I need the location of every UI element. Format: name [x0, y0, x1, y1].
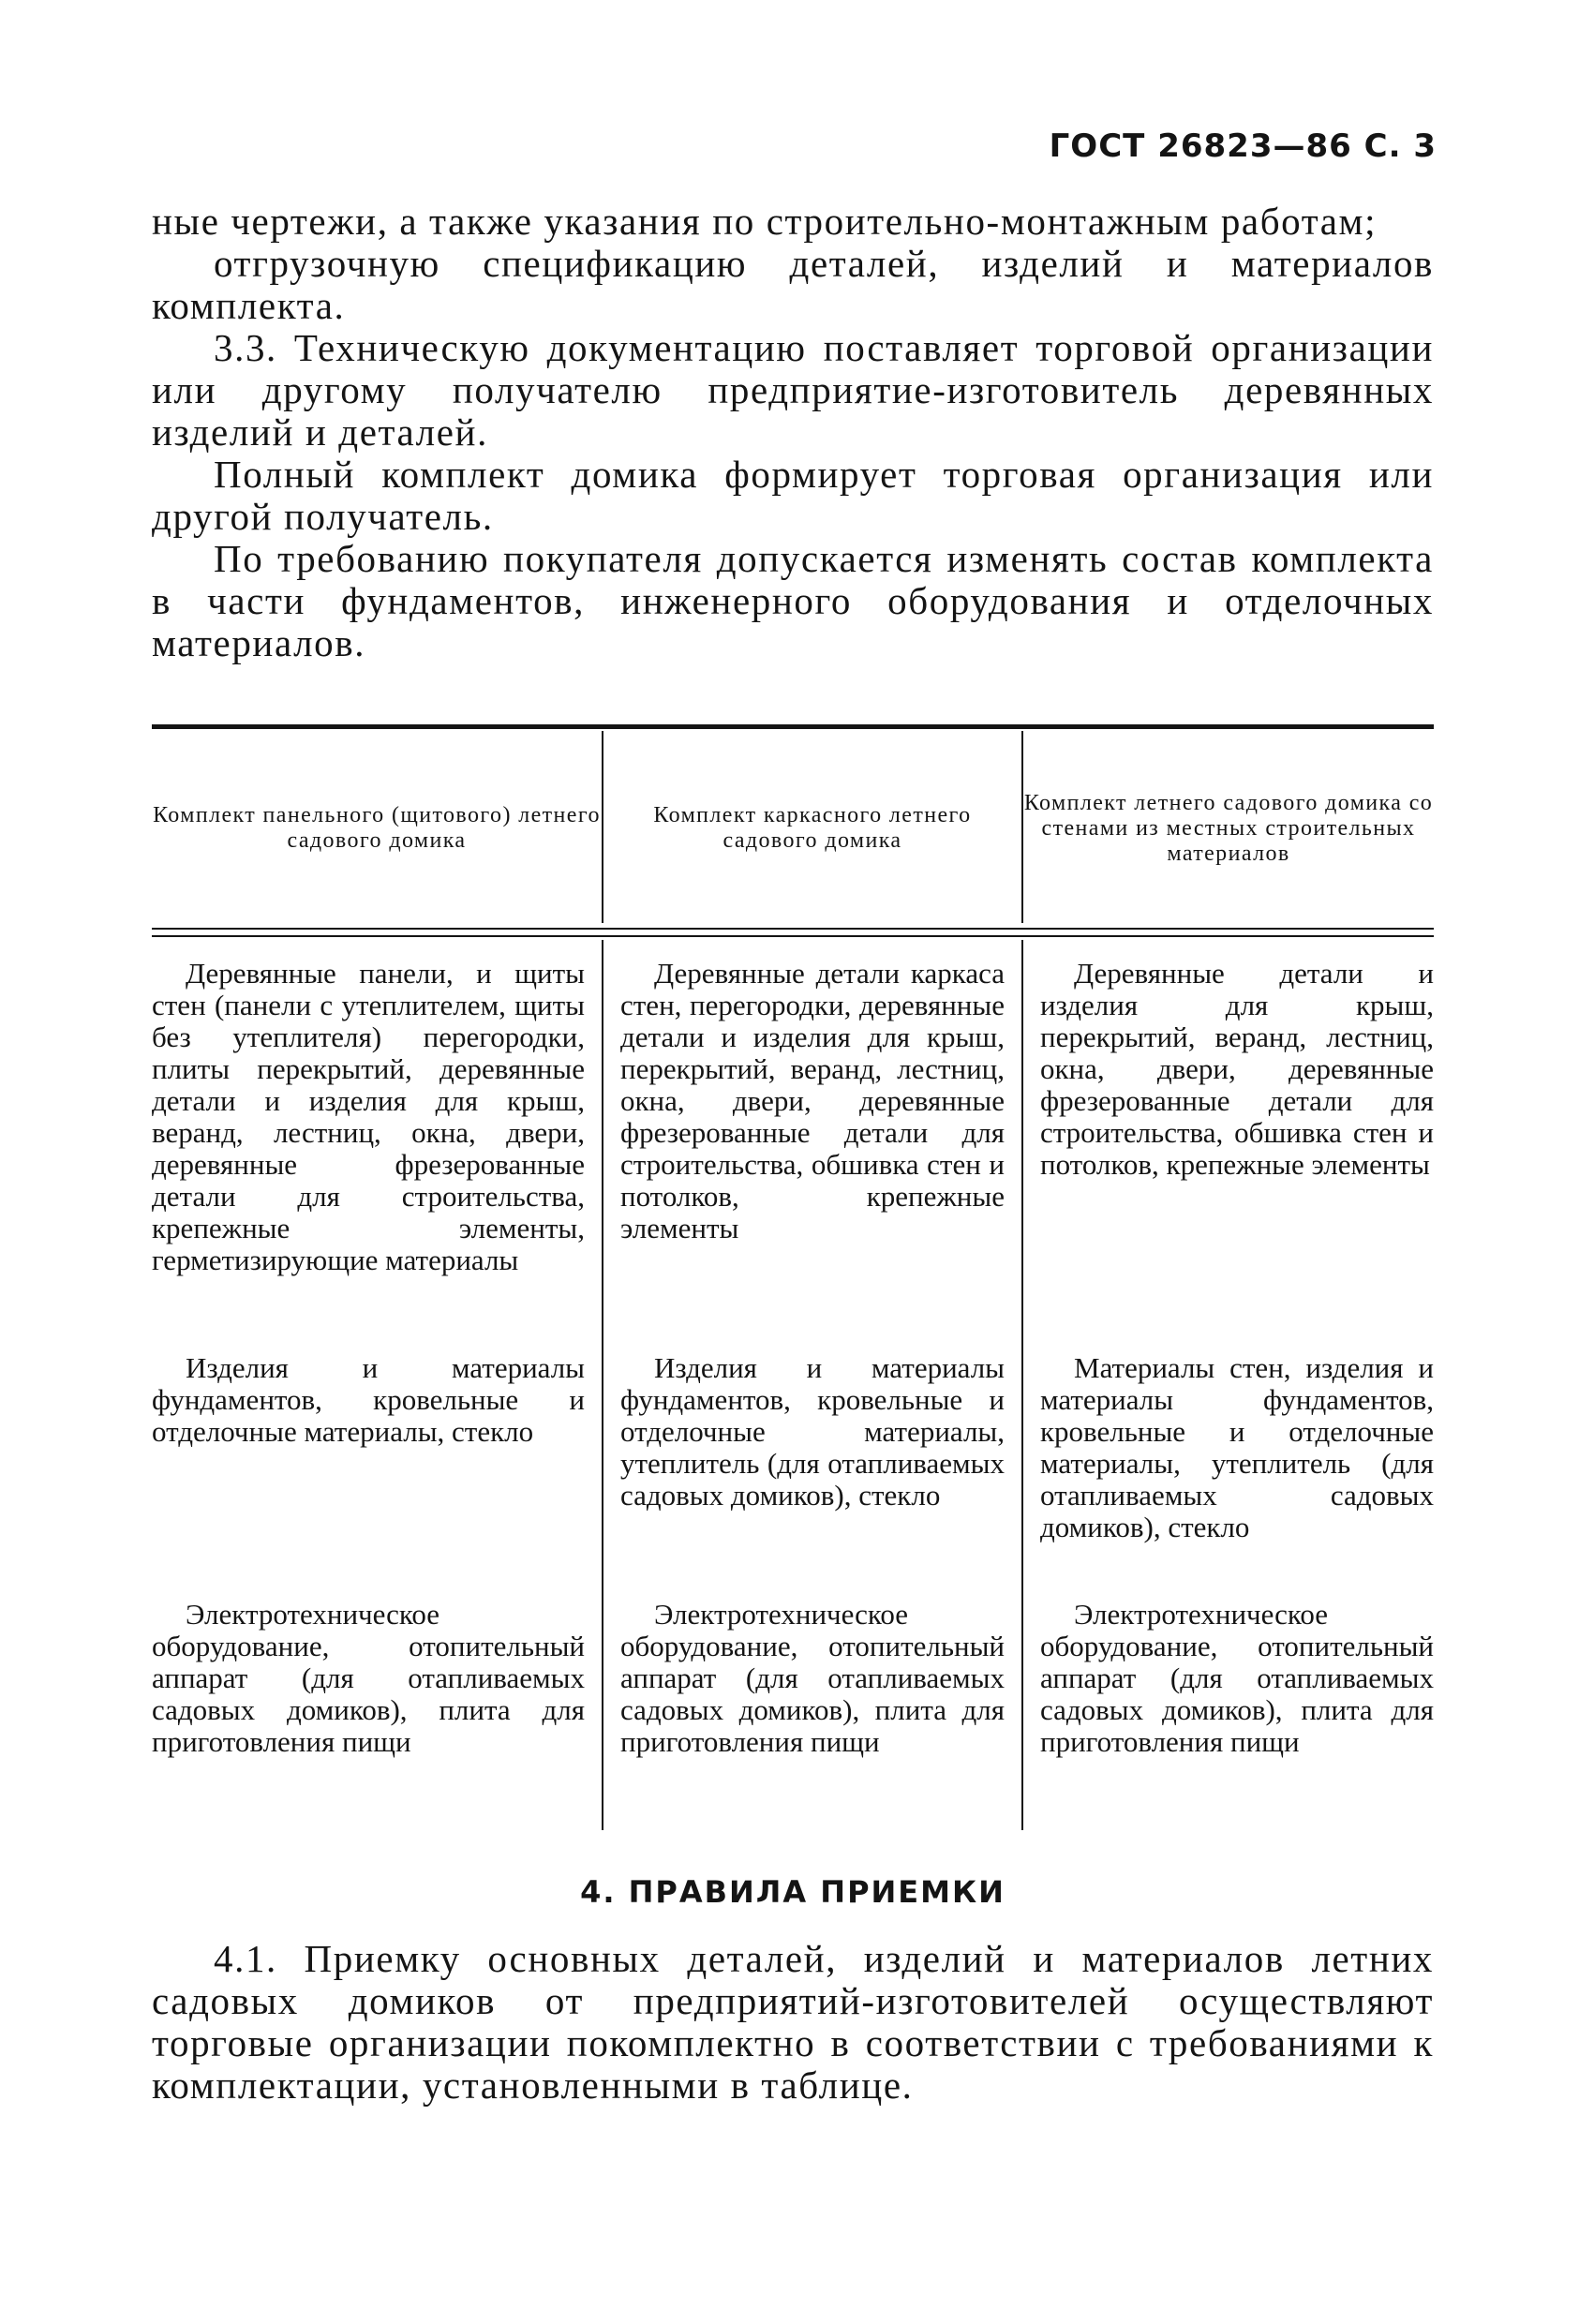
section-text: [152, 1938, 1434, 2107]
paragraph: отгрузочную спецификацию деталей, изделий и материалов комплекта.: [152, 242, 1434, 327]
table-header-panel-kit: Комплект панельного (щитового) летнего садового домика: [153, 803, 601, 853]
paragraph: 3.3. Техническую документацию поставляет торговой организации или другому получателю предприятие-изготовитель деревянных изделий и деталей.: [152, 326, 1434, 454]
intro-text: [152, 201, 1434, 664]
table-cell: Электротехническое оборудование, отопительный аппарат (для отапливаемых садовых домиков), плита для приготовления пищи: [152, 1598, 585, 1758]
column-divider: [602, 940, 603, 1830]
header-bottom-rule: [152, 928, 1434, 930]
table-cell: Электротехническое оборудование, отопительный аппарат (для отапливаемых садовых домиков), плита для приготовления пищи: [1040, 1598, 1434, 1758]
paragraph: Полный комплект домика формирует торговая организация или другой получатель.: [152, 453, 1434, 538]
table-header-local-materials-kit: Комплект летнего садового домика со стенами из местных строительных материалов: [1023, 790, 1434, 866]
section-title: 4. ПРАВИЛА ПРИЕМКИ: [580, 1874, 1006, 1910]
page-header: ГОСТ 26823—86 С. 3: [1049, 127, 1437, 165]
table-cell: Изделия и материалы фундаментов, кровельные и отделочные материалы, утеплитель (для отапливаемых садовых домиков), стекло: [620, 1351, 1005, 1512]
table-cell: Деревянные детали и изделия для крыш, перекрытий, веранд, лестниц, окна, двери, деревянные фрезерованные детали для строительства, обшивка стен и потолков, крепежные элементы: [1040, 957, 1434, 1181]
paragraph: По требованию покупателя допускается изменять состав комплекта в части фундаментов, инженерного оборудования и отделочных материалов.: [152, 537, 1434, 664]
table-cell: Электротехническое оборудование, отопительный аппарат (для отапливаемых садовых домиков), плита для приготовления пищи: [620, 1598, 1005, 1758]
table-top-rule: [152, 724, 1434, 729]
table-header-frame-kit: Комплект каркасного летнего садового домика: [653, 803, 972, 853]
table-cell: Изделия и материалы фундаментов, кровельные и отделочные материалы, стекло: [152, 1351, 585, 1448]
column-divider: [1021, 940, 1023, 1830]
paragraph: 4.1. Приемку основных деталей, изделий и материалов летних садовых домиков от предприятий-изготовителей осуществляют торговые организации покомплектно в соответствии с требованиями к комплектации, установленными в таблице.: [152, 1937, 1434, 2107]
table-cell: Деревянные детали каркаса стен, перегородки, деревянные детали и изделия для крыш, перекрытий, веранд, лестниц, окна, двери, деревянные фрезерованные детали для строительства, обшивка стен и потолков, крепежные элементы: [620, 957, 1005, 1244]
header-bottom-rule-double: [152, 935, 1434, 937]
paragraph: ные чертежи, а также указания по строительно-монтажным работам;: [152, 200, 1378, 243]
table-cell: Деревянные панели, и щиты стен (панели с утеплителем, щиты без утеплителя) перегородки, плиты перекрытий, деревянные детали и изделия для крыш, веранд, лестниц, окна, двери, деревянные фрезерованные детали для строительства, крепежные элементы, герметизирующие материалы: [152, 957, 585, 1276]
table-cell: Материалы стен, изделия и материалы фундаментов, кровельные и отделочные материалы, утеплитель (для отапливаемых садовых домиков), стекло: [1040, 1351, 1434, 1543]
